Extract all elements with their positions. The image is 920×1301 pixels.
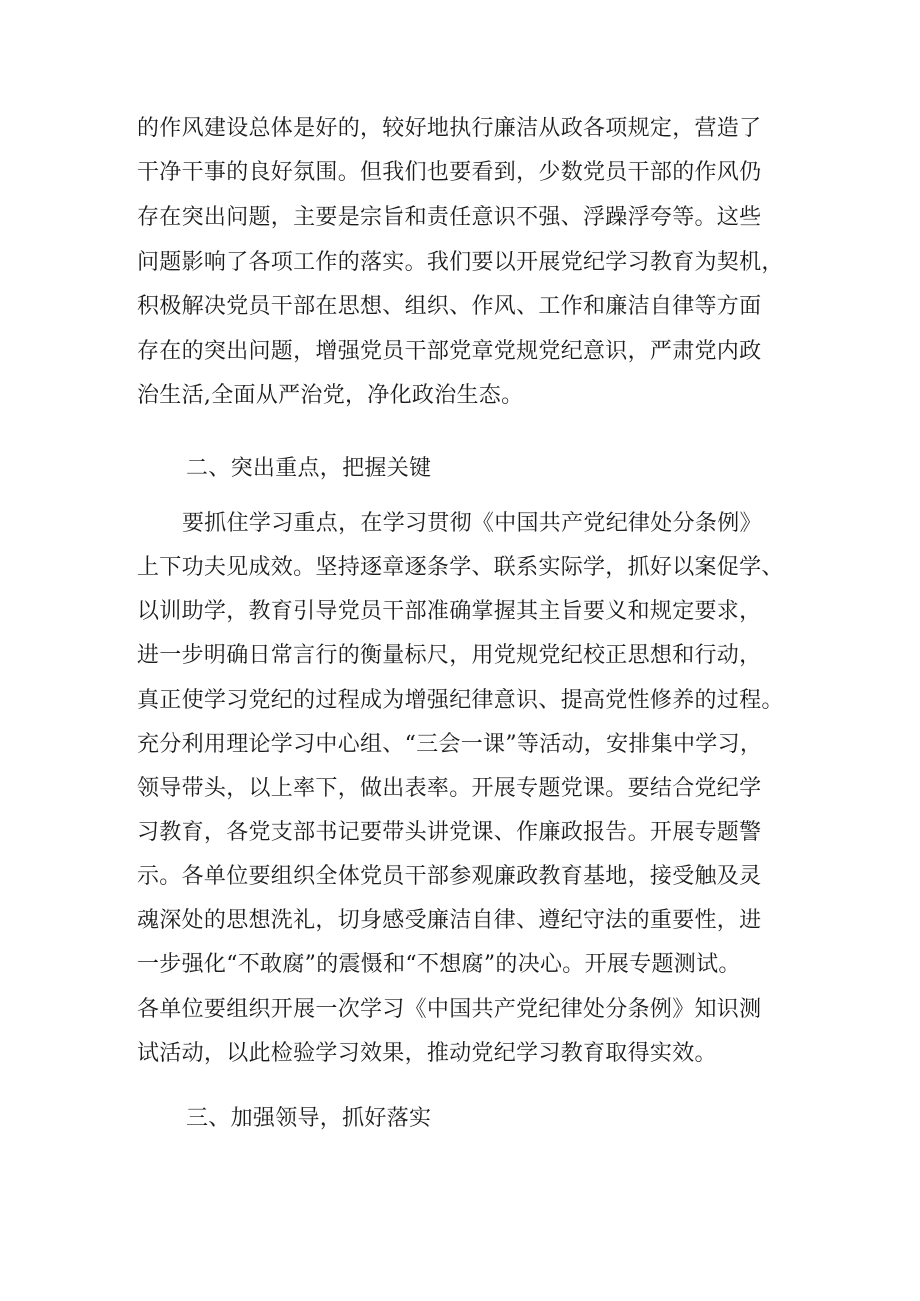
paragraph-2-line: 一步强化“不敢腐”的震慑和“不想腐”的决心。开展专题测试。 [137,952,741,977]
paragraph-2-line: 示。各单位要组织全体党员干部参观廉政教育基地，接受触及灵 [137,864,762,889]
paragraph-2-line: 习教育，各党支部书记要带头讲党课、作廉政报告。开展专题警 [137,820,762,845]
paragraph-1-line: 存在突出问题，主要是宗旨和责任意识不强、浮躁浮夸等。这些 [137,205,762,230]
paragraph-2-line: 领导带头，以上率下，做出表率。开展专题党课。要结合党纪学 [137,776,762,801]
section-heading-2: 二、突出重点，把握关键 [186,456,432,481]
paragraph-2-line: 充分利用理论学习中心组、“三会一课”等活动，安排集中学习， [137,732,763,757]
paragraph-2-line: 上下功夫见成效。坚持逐章逐条学、联系实际学，抓好以案促学、 [137,555,784,580]
paragraph-2-line: 真正使学习党纪的过程成为增强纪律意识、提高党性修养的过程。 [137,688,784,713]
paragraph-1-line: 积极解决党员干部在思想、组织、作风、工作和廉洁自律等方面 [137,294,762,319]
paragraph-1-line: 问题影响了各项工作的落实。我们要以开展党纪学习教育为契机， [137,250,784,275]
paragraph-1-line: 干净干事的良好氛围。但我们也要看到，少数党员干部的作风仍 [137,160,762,185]
paragraph-1-line: 治生活,全面从严治党，净化政治生态。 [137,383,524,408]
paragraph-2-line: 进一步明确日常言行的衡量标尺，用党规党纪校正思想和行动， [137,643,762,668]
paragraph-2-line: 要抓住学习重点，在学习贯彻《中国共产党纪律处分条例》 [182,511,762,536]
paragraph-2-line: 以训助学，教育引导党员干部准确掌握其主旨要义和规定要求， [137,599,762,624]
paragraph-1-line: 存在的突出问题，增强党员干部党章党规党纪意识，严肃党内政 [137,339,762,364]
paragraph-2-line: 魂深处的思想洗礼，切身感受廉洁自律、遵纪守法的重要性，进 [137,908,762,933]
section-heading-3: 三、加强领导，抓好落实 [186,1106,432,1131]
paragraph-2-line: 各单位要组织开展一次学习《中国共产党纪律处分条例》知识测 [137,997,762,1022]
paragraph-2-line: 试活动，以此检验学习效果，推动党纪学习教育取得实效。 [137,1041,717,1066]
paragraph-1-line: 的作风建设总体是好的，较好地执行廉洁从政各项规定，营造了 [137,116,762,141]
